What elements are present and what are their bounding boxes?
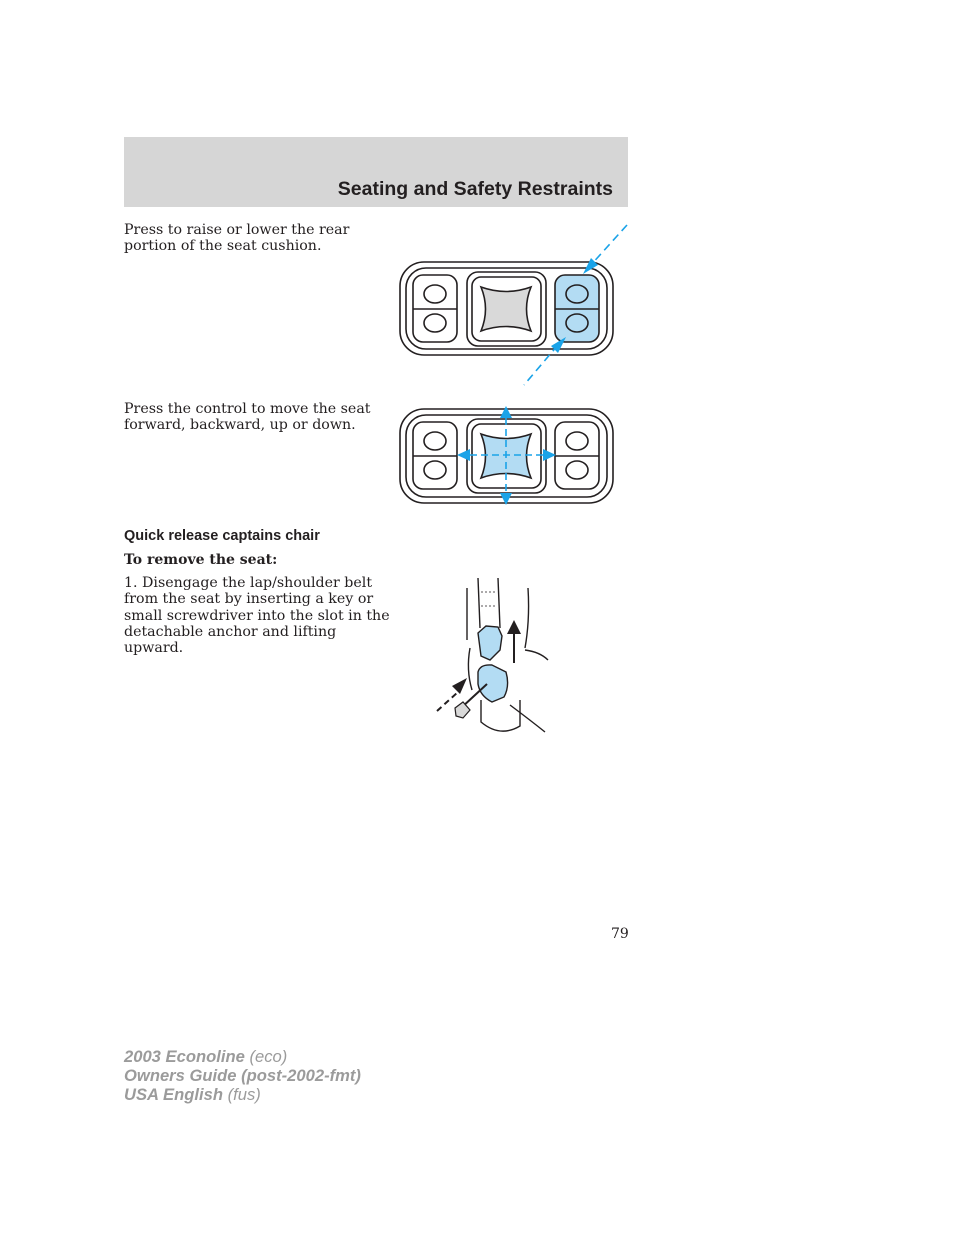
footer-line-1 — [124, 1047, 361, 1066]
section-header — [124, 137, 628, 207]
step-1-instruction — [124, 575, 390, 656]
text-line: forward, backward, up or down. — [124, 417, 356, 434]
footer-line-3 — [124, 1085, 361, 1104]
section-title: Seating and Safety Restraints — [337, 178, 613, 200]
text-line: detachable anchor and lifting — [124, 623, 337, 640]
subheading: Quick release captains chair — [124, 528, 320, 544]
text-line: upward. — [124, 640, 184, 657]
text-line: Press the control to move the seat — [124, 401, 371, 417]
guide-name: Owners Guide (post-2002-fmt) — [124, 1066, 361, 1085]
seat-control-move-diagram — [395, 400, 635, 510]
page-number: 79 — [611, 926, 629, 942]
text-line: small screwdriver into the slot in the — [124, 607, 390, 624]
document-footer — [124, 1047, 361, 1104]
model-code: (eco) — [249, 1047, 288, 1066]
language: USA English — [124, 1085, 223, 1104]
language-code: (fus) — [227, 1085, 261, 1104]
text-line: Press to raise or lower the rear — [124, 222, 350, 238]
belt-anchor-release-diagram — [430, 575, 555, 740]
move-seat-instruction — [124, 401, 371, 434]
seat-control-cushion-diagram — [395, 222, 635, 392]
remove-seat-heading: To remove the seat: — [124, 552, 278, 568]
rear-cushion-instruction — [124, 222, 349, 255]
model-name: 2003 Econoline — [124, 1047, 245, 1066]
text-line: from the seat by inserting a key or — [124, 591, 374, 608]
text-line: portion of the seat cushion. — [124, 238, 322, 255]
footer-line-2 — [124, 1066, 361, 1085]
text-line: 1. Disengage the lap/shoulder belt — [124, 575, 373, 591]
